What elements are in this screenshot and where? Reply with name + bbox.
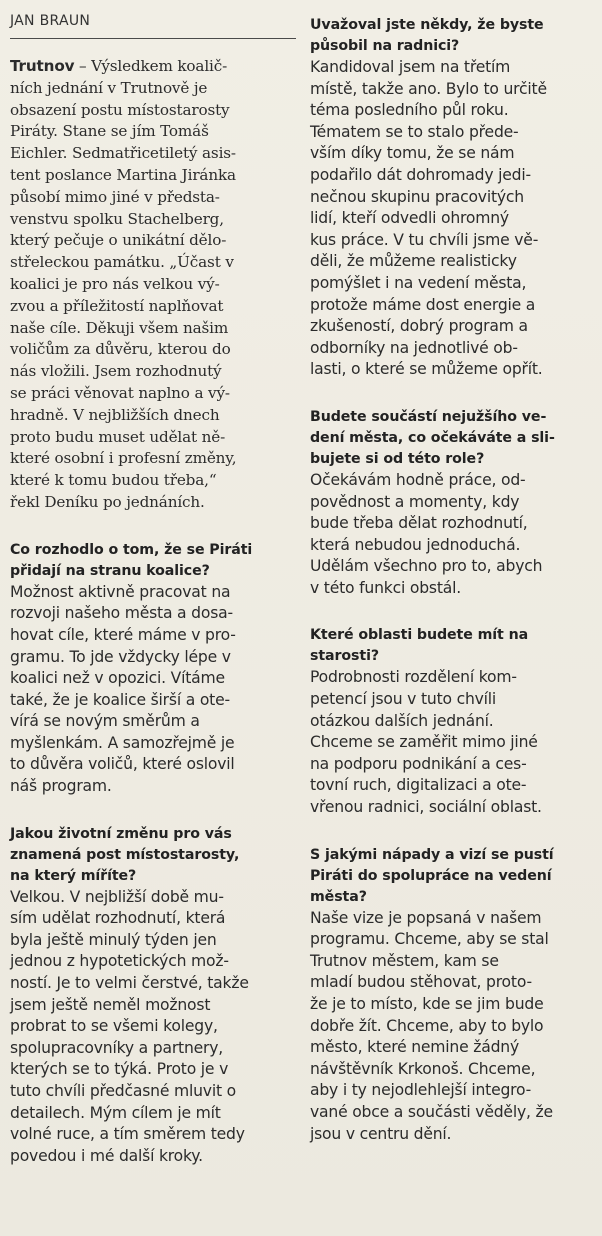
lead-place: Trutnov <box>10 57 75 75</box>
answer: Očekávám hodně práce, od- povědnost a momenty, kdy bude třeba dělat rozhodnutí, která nebudou jednoduchá. Udělám všechno pro to, abych v této funkci obstál. <box>310 470 543 597</box>
answer: Možnost aktivně pracovat na rozvoji našeho města a dosa- hovat cíle, které máme v pro- gramu. To jde vždycky lépe v koalici než v opozici. Vítáme také, že je koalice širší a ote- vírá se novým směrům a myšlenkám. A samozřejmě je to důvěra voličů, které oslovil náš program. <box>10 582 236 796</box>
answer: Velkou. V nejbližší době mu- sím udělat rozhodnutí, která byla ještě minulý týden jen jednou z hypotetických mož- ností. Je to velmi čerstvé, takže jsem ještě neměl možnost probrat to se všemi kolegy, spolupracovníky a partnery, kterých se to týká. Proto je v tuto chvíli předčasné mluvit o detailech. Mým cílem je mít volné ruce, a tím směrem tedy povedou i mé další kroky. <box>10 887 249 1165</box>
qa-block <box>310 845 596 1146</box>
question: Co rozhodlo o tom, že se Piráti přidají na stranu koalice? <box>10 541 253 579</box>
question: Jakou životní změnu pro vás znamená post místostarosty, na který míříte? <box>10 825 240 884</box>
right-column <box>310 0 596 1236</box>
question: Budete součástí nejužšího ve- dení města, co očekáváte a sli- bujete si od této role? <box>310 408 555 467</box>
qa-block <box>310 625 596 818</box>
lead-paragraph <box>10 56 296 514</box>
qa-block <box>310 407 596 600</box>
question: Uvažoval jste někdy, že byste působil na radnici? <box>310 17 544 54</box>
author-byline: JAN BRAUN <box>10 0 296 39</box>
left-column <box>10 0 296 1236</box>
answer: Naše vize je popsaná v našem programu. Chceme, aby se stal Trutnov městem, kam se mladí budou stěhovat, proto- že je to místo, kde se jim bude dobře žít. Chceme, aby to bylo město, které nemine žádný návštěvník Krkonoš. Chceme, aby i ty nejodlehlejší integro- vané obce a součásti věděly, že jsou v centru dění. <box>310 908 553 1143</box>
qa-block <box>310 15 596 381</box>
qa-block <box>10 824 296 1168</box>
answer: Podrobnosti rozdělení kom- petencí jsou v tuto chvíli otázkou dalších jednání. Chceme se zaměřit mimo jiné na podporu podnikání a ces- tovní ruch, digitalizaci a ote- vřenou radnici, sociální oblast. <box>310 668 542 817</box>
answer: Kandidoval jsem na třetím místě, takže ano. Bylo to určitě téma posledního půl roku. Tématem se to stalo přede- vším díky tomu, že se nám podařilo dát dohromady jedi- nečnou skupinu pracovitých lidí, kteří odvedli ohromný kus práce. V tu chvíli jsme vě- děli, že můžeme realisticky pomýšlet i na vedení města, protože máme dost energie a zkušeností, dobrý program a odborníky na jednotlivé ob- lasti, o které se můžeme opřít. <box>310 58 547 379</box>
question: Které oblasti budete mít na starosti? <box>310 627 529 665</box>
qa-block <box>10 540 296 798</box>
question: S jakými nápady a vizí se pustí Piráti do spolupráce na vedení města? <box>310 846 554 905</box>
lead-text: – Výsledkem koalič- ních jednání v Trutnově je obsazení postu místostarosty Piráty. Stane se jím Tomáš Eichler. Sedmatřicetiletý asis- tent poslance Martina Jiránka působí mimo jiné v předsta- venstvu spolku Stachelberg, který pečuje o unikátní dělo- střeleckou památku. „Účast v koalici je pro nás velkou vý- zvou a příležitostí naplňovat naše cíle. Děkuji všem našim voličům za důvěru, kterou do nás vložili. Jsem rozhodnutý se práci věnovat naplno a vý- hradně. V nejbližších dnech proto budu muset udělat ně- které osobní i profesní změny, které k tomu budou třeba,“ řekl Deníku po jednáních. <box>10 57 237 511</box>
